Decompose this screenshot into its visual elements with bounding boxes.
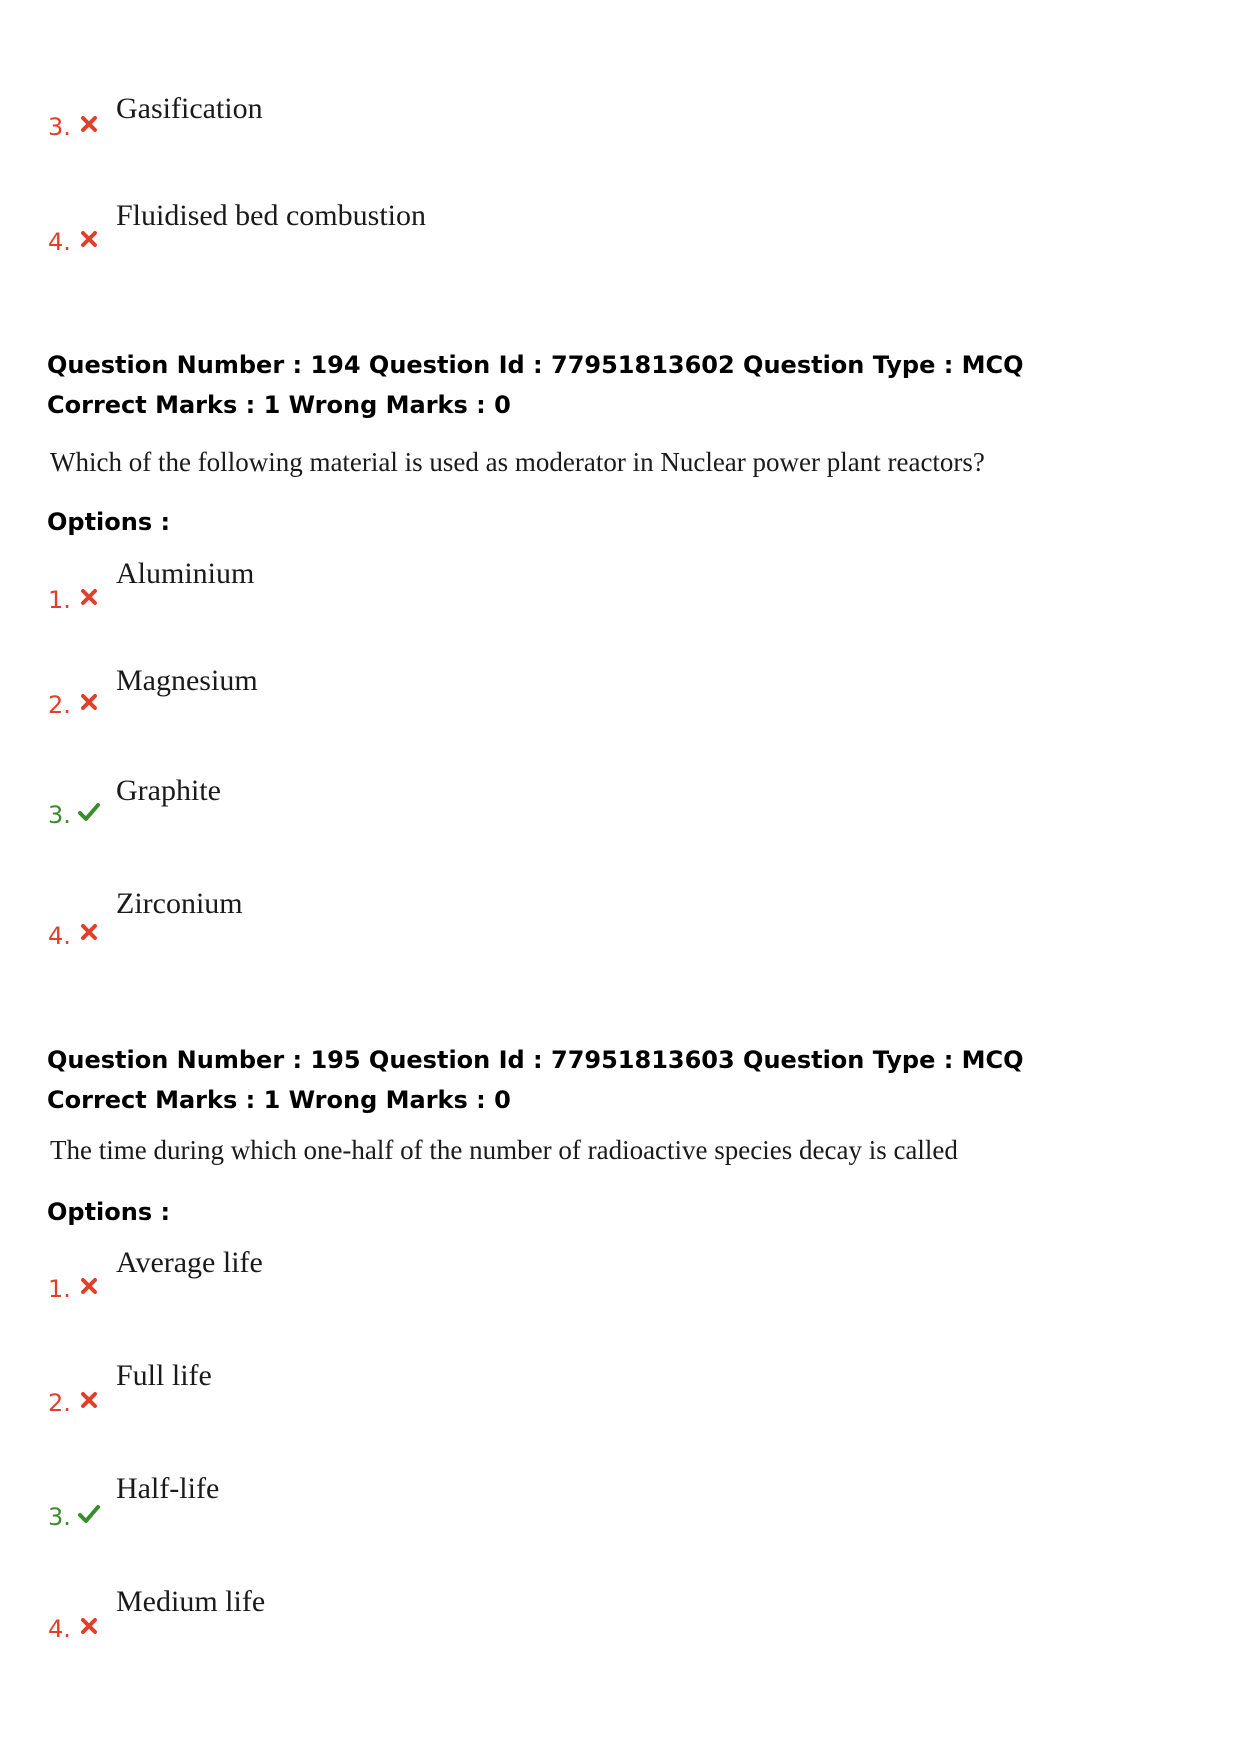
cross-icon	[79, 922, 99, 942]
options-label: Options :	[47, 508, 171, 536]
option-text: Aluminium	[116, 557, 255, 590]
option-text: Graphite	[116, 774, 221, 807]
option-text: Zirconium	[116, 887, 243, 920]
cross-icon	[79, 114, 99, 134]
option-text: Magnesium	[116, 664, 258, 697]
option-text: Gasification	[116, 92, 263, 125]
cross-icon	[79, 692, 99, 712]
option-number: 3.	[48, 113, 71, 141]
option-number: 4.	[48, 228, 71, 256]
option-number: 1.	[48, 586, 71, 614]
option-text: Full life	[116, 1359, 212, 1392]
question-header: Question Number : 194 Question Id : 77951813602 Question Type : MCQ	[47, 351, 1024, 379]
option-text: Medium life	[116, 1585, 266, 1618]
check-icon	[77, 801, 101, 823]
option-text: Half-life	[116, 1472, 220, 1505]
cross-icon	[79, 229, 99, 249]
marks-header: Correct Marks : 1 Wrong Marks : 0	[47, 391, 511, 419]
option-text: Fluidised bed combustion	[116, 199, 426, 232]
option-number: 2.	[48, 691, 71, 719]
question-text: The time during which one-half of the number of radioactive species decay is called	[50, 1135, 958, 1165]
question-header: Question Number : 195 Question Id : 77951813603 Question Type : MCQ	[47, 1046, 1024, 1074]
cross-icon	[79, 1276, 99, 1296]
option-number: 4.	[48, 922, 71, 950]
question-text: Which of the following material is used as moderator in Nuclear power plant reactors?	[50, 447, 985, 477]
cross-icon	[79, 1616, 99, 1636]
option-number: 2.	[48, 1389, 71, 1417]
options-label: Options :	[47, 1198, 171, 1226]
option-number: 3.	[48, 801, 71, 829]
cross-icon	[79, 1390, 99, 1410]
cross-icon	[79, 587, 99, 607]
check-icon	[77, 1503, 101, 1525]
option-number: 3.	[48, 1503, 71, 1531]
option-text: Average life	[116, 1246, 263, 1279]
option-number: 1.	[48, 1275, 71, 1303]
marks-header: Correct Marks : 1 Wrong Marks : 0	[47, 1086, 511, 1114]
option-number: 4.	[48, 1615, 71, 1643]
